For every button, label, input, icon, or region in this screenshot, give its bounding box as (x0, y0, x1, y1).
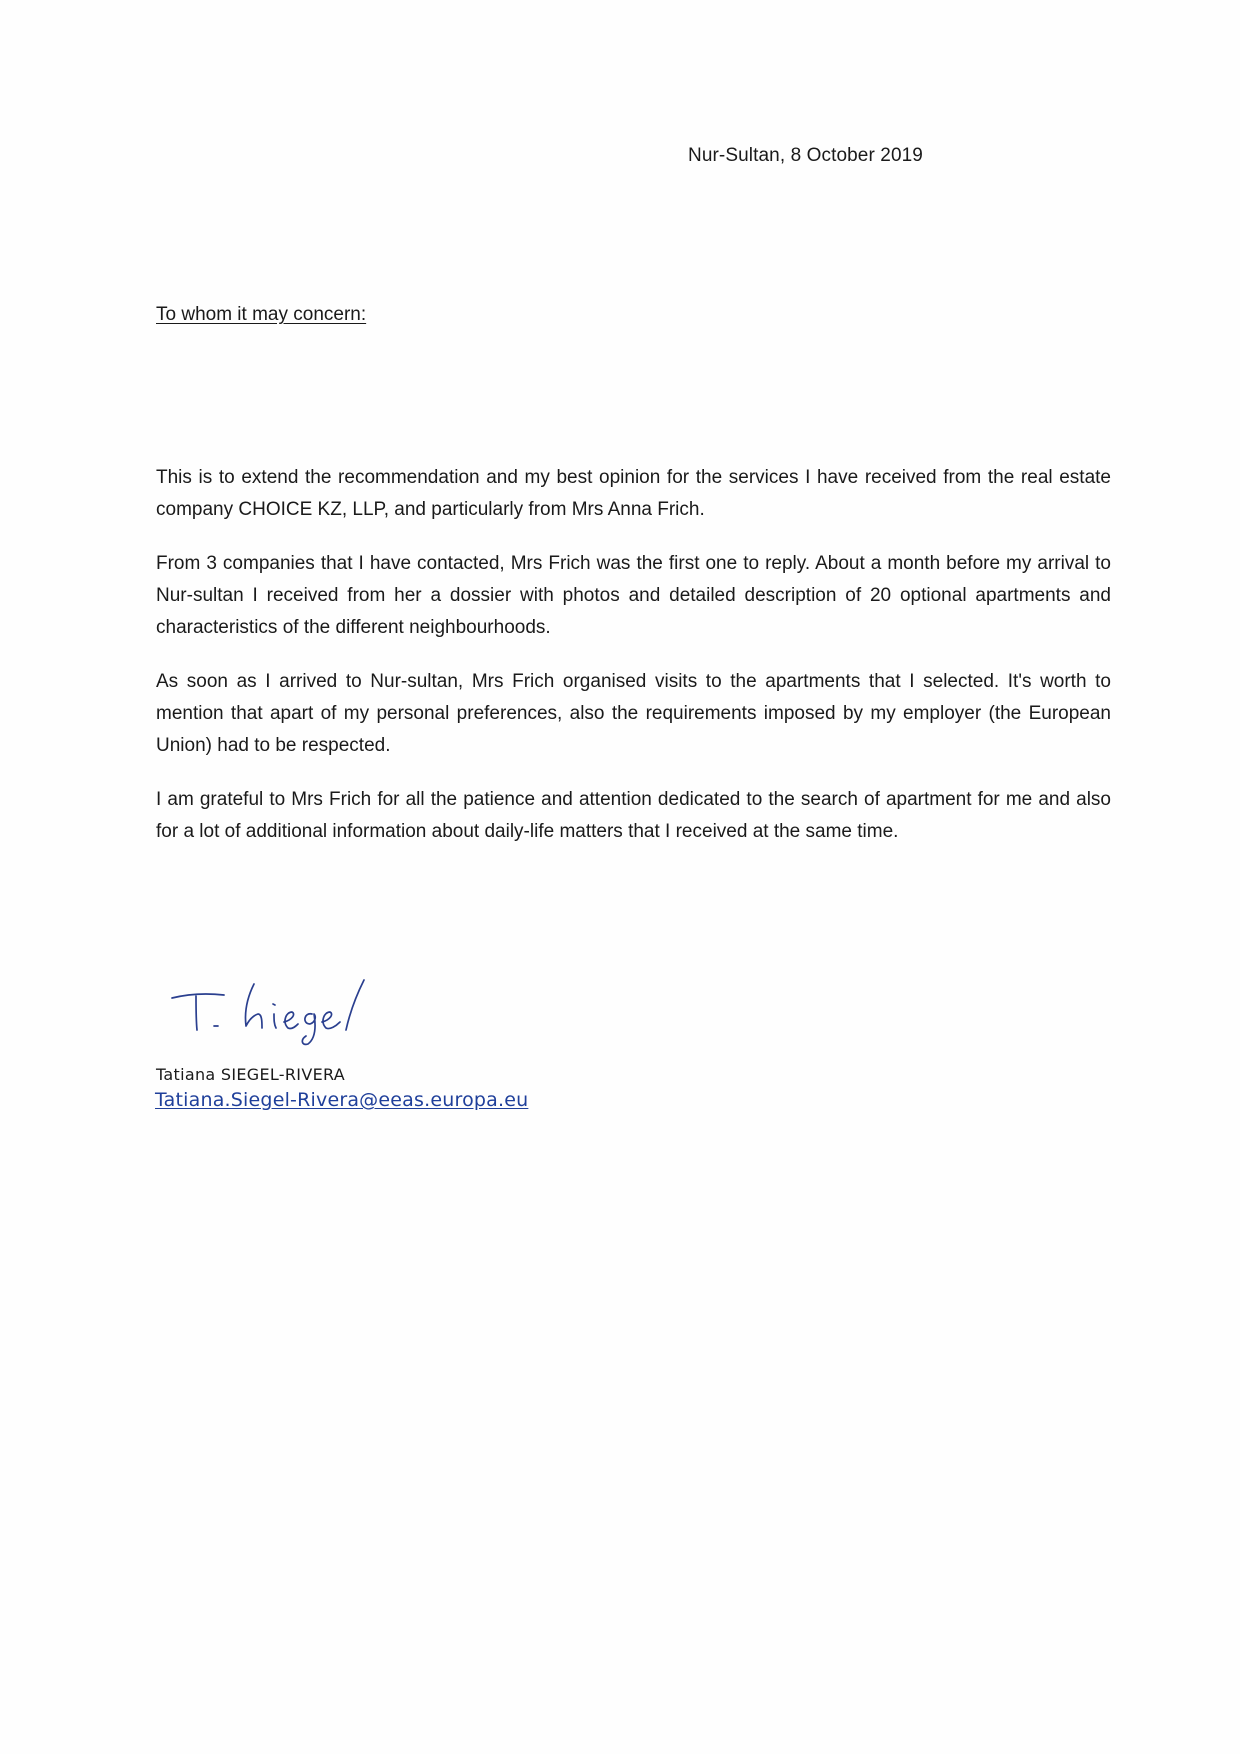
handwritten-signature (166, 978, 406, 1048)
letter-body (156, 462, 1111, 870)
salutation: To whom it may concern: (156, 304, 367, 325)
place-date: Nur-Sultan, 8 October 2019 (688, 145, 923, 166)
paragraph: I am grateful to Mrs Frich for all the patience and attention dedicated to the search of apartment for me and also for a lot of additional information about daily-life matters that I received at the same time. (156, 789, 1111, 842)
signer-name: Tatiana SIEGEL-RIVERA (156, 1065, 345, 1084)
signer-email-link[interactable]: Tatiana.Siegel-Rivera@eeas.europa.eu (155, 1089, 529, 1111)
paragraph: As soon as I arrived to Nur-sultan, Mrs Frich organised visits to the apartments that I selected. It's worth to mention that apart of my personal preferences, also the requirements imposed by my employer (the European Union) had to be respected. (156, 671, 1111, 756)
paragraph: From 3 companies that I have contacted, Mrs Frich was the first one to reply. About a month before my arrival to Nur-sultan I received from her a dossier with photos and detailed description of 20 optional apartments and characteristics of the different neighbourhoods. (156, 553, 1111, 638)
paragraph: This is to extend the recommendation and my best opinion for the services I have received from the real estate company CHOICE KZ, LLP, and particularly from Mrs Anna Frich. (156, 467, 1111, 520)
